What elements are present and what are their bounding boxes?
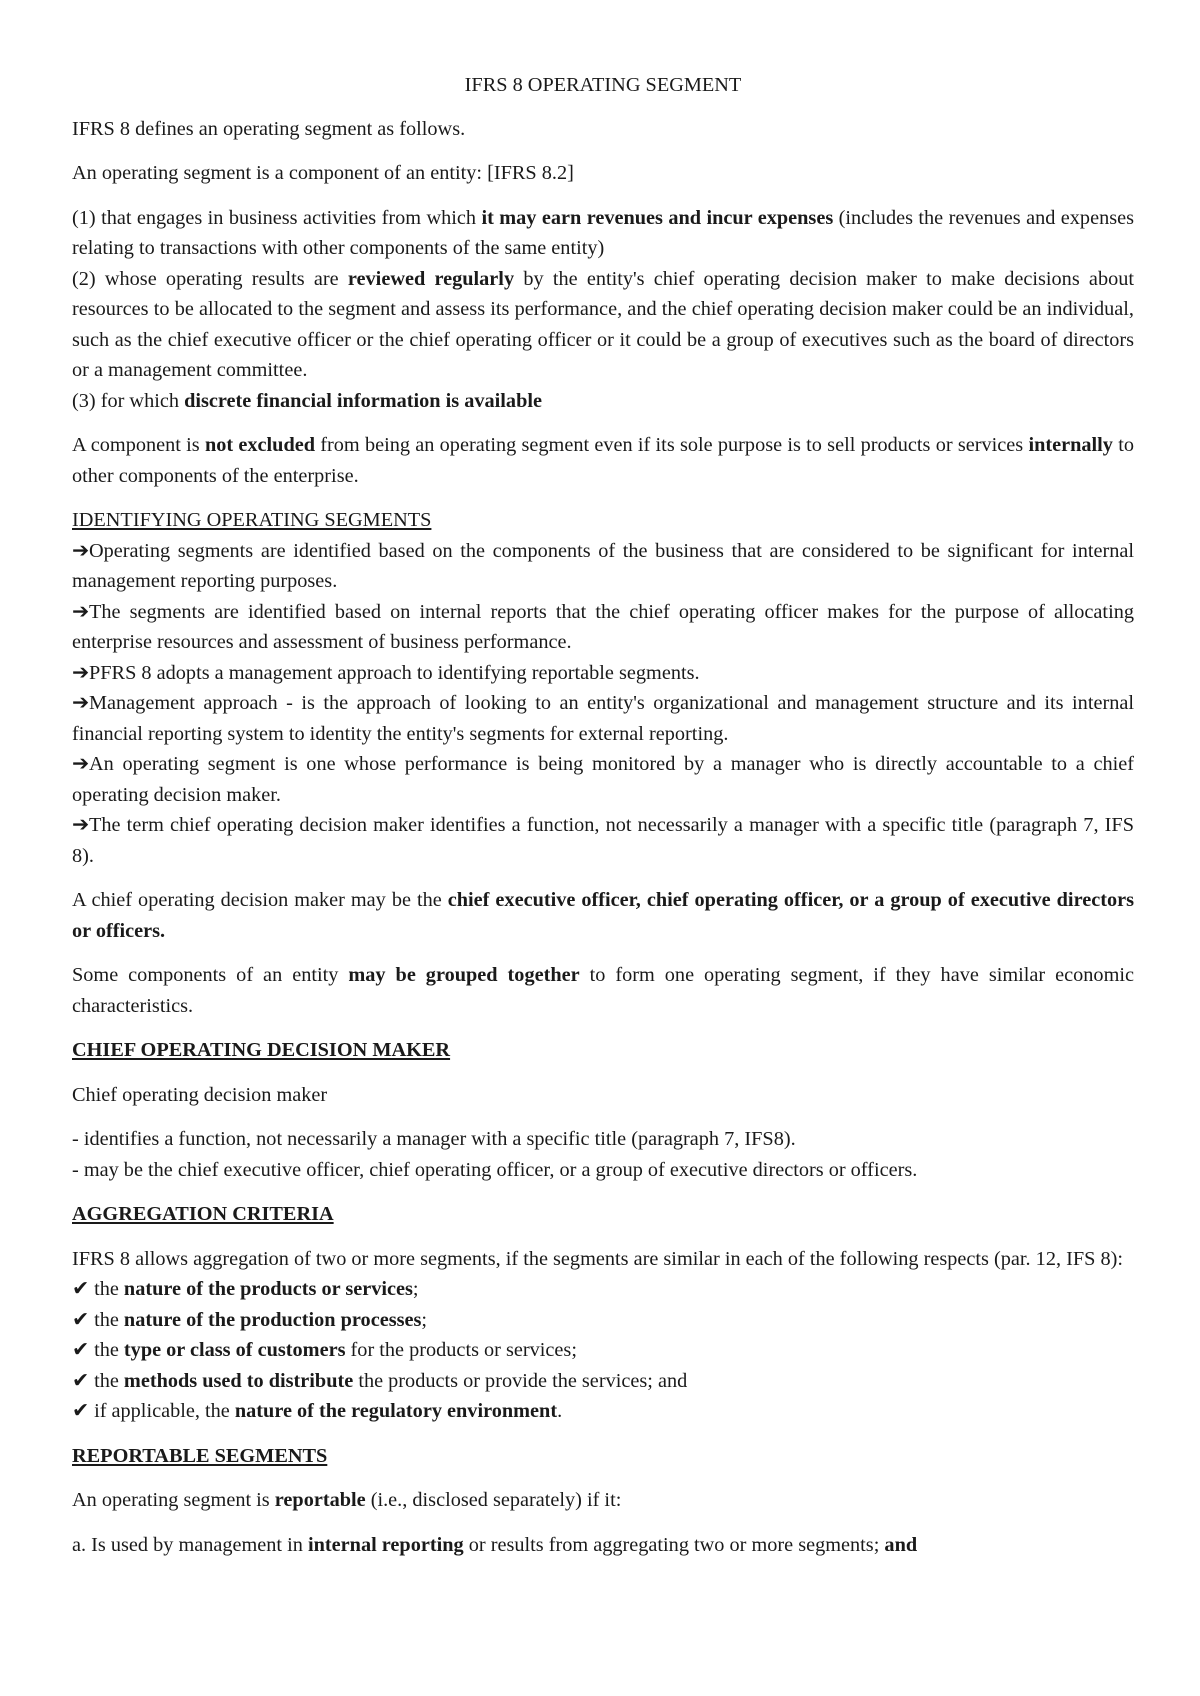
identifying-item: ➔PFRS 8 adopts a management approach to identifying reportable segments.	[72, 661, 700, 684]
codm-heading: CHIEF OPERATING DECISION MAKER	[72, 1039, 451, 1061]
identifying-item: ➔Management approach - is the approach of looking to an entity's organizational and management structure and its internal financial reporting system to identity the entity's segments for external reporting.	[72, 692, 1134, 745]
aggregation-criterion: ✔ the nature of the products or services;	[72, 1278, 419, 1300]
arrow-icon: ➔	[72, 692, 89, 714]
identifying-item: ➔An operating segment is one whose performance is being monitored by a manager who is directly accountable to a chief operating decision maker.	[72, 753, 1134, 806]
codm-line-1: - identifies a function, not necessarily a manager with a specific title (paragraph 7, IFS8).	[72, 1128, 796, 1150]
check-icon: ✔	[72, 1308, 89, 1331]
arrow-icon: ➔	[72, 539, 89, 562]
definition-item-3: (3) for which discrete financial information is available	[72, 389, 542, 412]
arrow-icon: ➔	[72, 814, 89, 836]
definition-lead: An operating segment is a component of an entity: [IFRS 8.2]	[72, 162, 574, 184]
check-icon: ✔	[72, 1339, 89, 1361]
definition-item-1: (1) that engages in business activities from which it may earn revenues and incur expenses (includes the revenues and expenses relating to transactions with other components of the same entity)	[72, 206, 1135, 259]
aggregation-criterion: ✔ the methods used to distribute the products or provide the services; and	[72, 1369, 688, 1392]
identifying-item: ➔The term chief operating decision maker identifies a function, not necessarily a manager with a specific title (paragraph 7, IFS 8).	[72, 814, 1134, 867]
intro-paragraph: IFRS 8 defines an operating segment as follows.	[72, 117, 466, 140]
identifying-item: ➔The segments are identified based on internal reports that the chief operating officer makes for the purpose of allocating enterprise resources and assessment of business performance.	[72, 600, 1134, 653]
check-icon: ✔	[72, 1369, 89, 1392]
definition-item-2: (2) whose operating results are reviewed regularly by the entity's chief operating decision maker to make decisions about resources to be allocated to the segment and assess its performance, and the chief operating decision maker could be an individual, such as the chief executive officer or the chief operating officer or it could be a group of executives such as the board of directors or a management committee.	[72, 267, 1134, 381]
arrow-icon: ➔	[72, 661, 89, 684]
codm-label: Chief operating decision maker	[72, 1083, 328, 1106]
reportable-lead: An operating segment is reportable (i.e., disclosed separately) if it:	[72, 1489, 622, 1511]
identifying-item: ➔Operating segments are identified based on the components of the business that are considered to be significant for internal management reporting purposes.	[72, 539, 1134, 592]
reportable-item-a: a. Is used by management in internal reporting or results from aggregating two or more segments; and	[72, 1533, 918, 1556]
aggregation-criterion: ✔ the nature of the production processes;	[72, 1308, 428, 1331]
aggregation-lead: IFRS 8 allows aggregation of two or more segments, if the segments are similar in each of the following respects (par. 12, IFS 8):	[72, 1247, 1124, 1270]
check-icon: ✔	[72, 1278, 89, 1300]
document-title: IFRS 8 OPERATING SEGMENT	[464, 74, 742, 96]
aggregation-heading: AGGREGATION CRITERIA	[72, 1203, 334, 1225]
codm-paragraph: A chief operating decision maker may be the chief executive officer, chief operating officer, or a group of executive directors or officers.	[72, 889, 1134, 942]
identifying-heading: IDENTIFYING OPERATING SEGMENTS	[72, 509, 432, 531]
grouped-paragraph: Some components of an entity may be grouped together to form one operating segment, if they have similar economic characteristics.	[72, 964, 1134, 1017]
reportable-heading: REPORTABLE SEGMENTS	[72, 1444, 328, 1467]
codm-line-2: - may be the chief executive officer, chief operating officer, or a group of executive directors or officers.	[72, 1158, 918, 1181]
aggregation-criterion: ✔ the type or class of customers for the products or services;	[72, 1339, 577, 1361]
aggregation-criterion: ✔ if applicable, the nature of the regulatory environment.	[72, 1400, 563, 1422]
component-paragraph: A component is not excluded from being an operating segment even if its sole purpose is to sell products or services internally to other components of the enterprise.	[72, 434, 1134, 487]
arrow-icon: ➔	[72, 753, 89, 775]
arrow-icon: ➔	[72, 600, 89, 623]
check-icon: ✔	[72, 1400, 89, 1422]
